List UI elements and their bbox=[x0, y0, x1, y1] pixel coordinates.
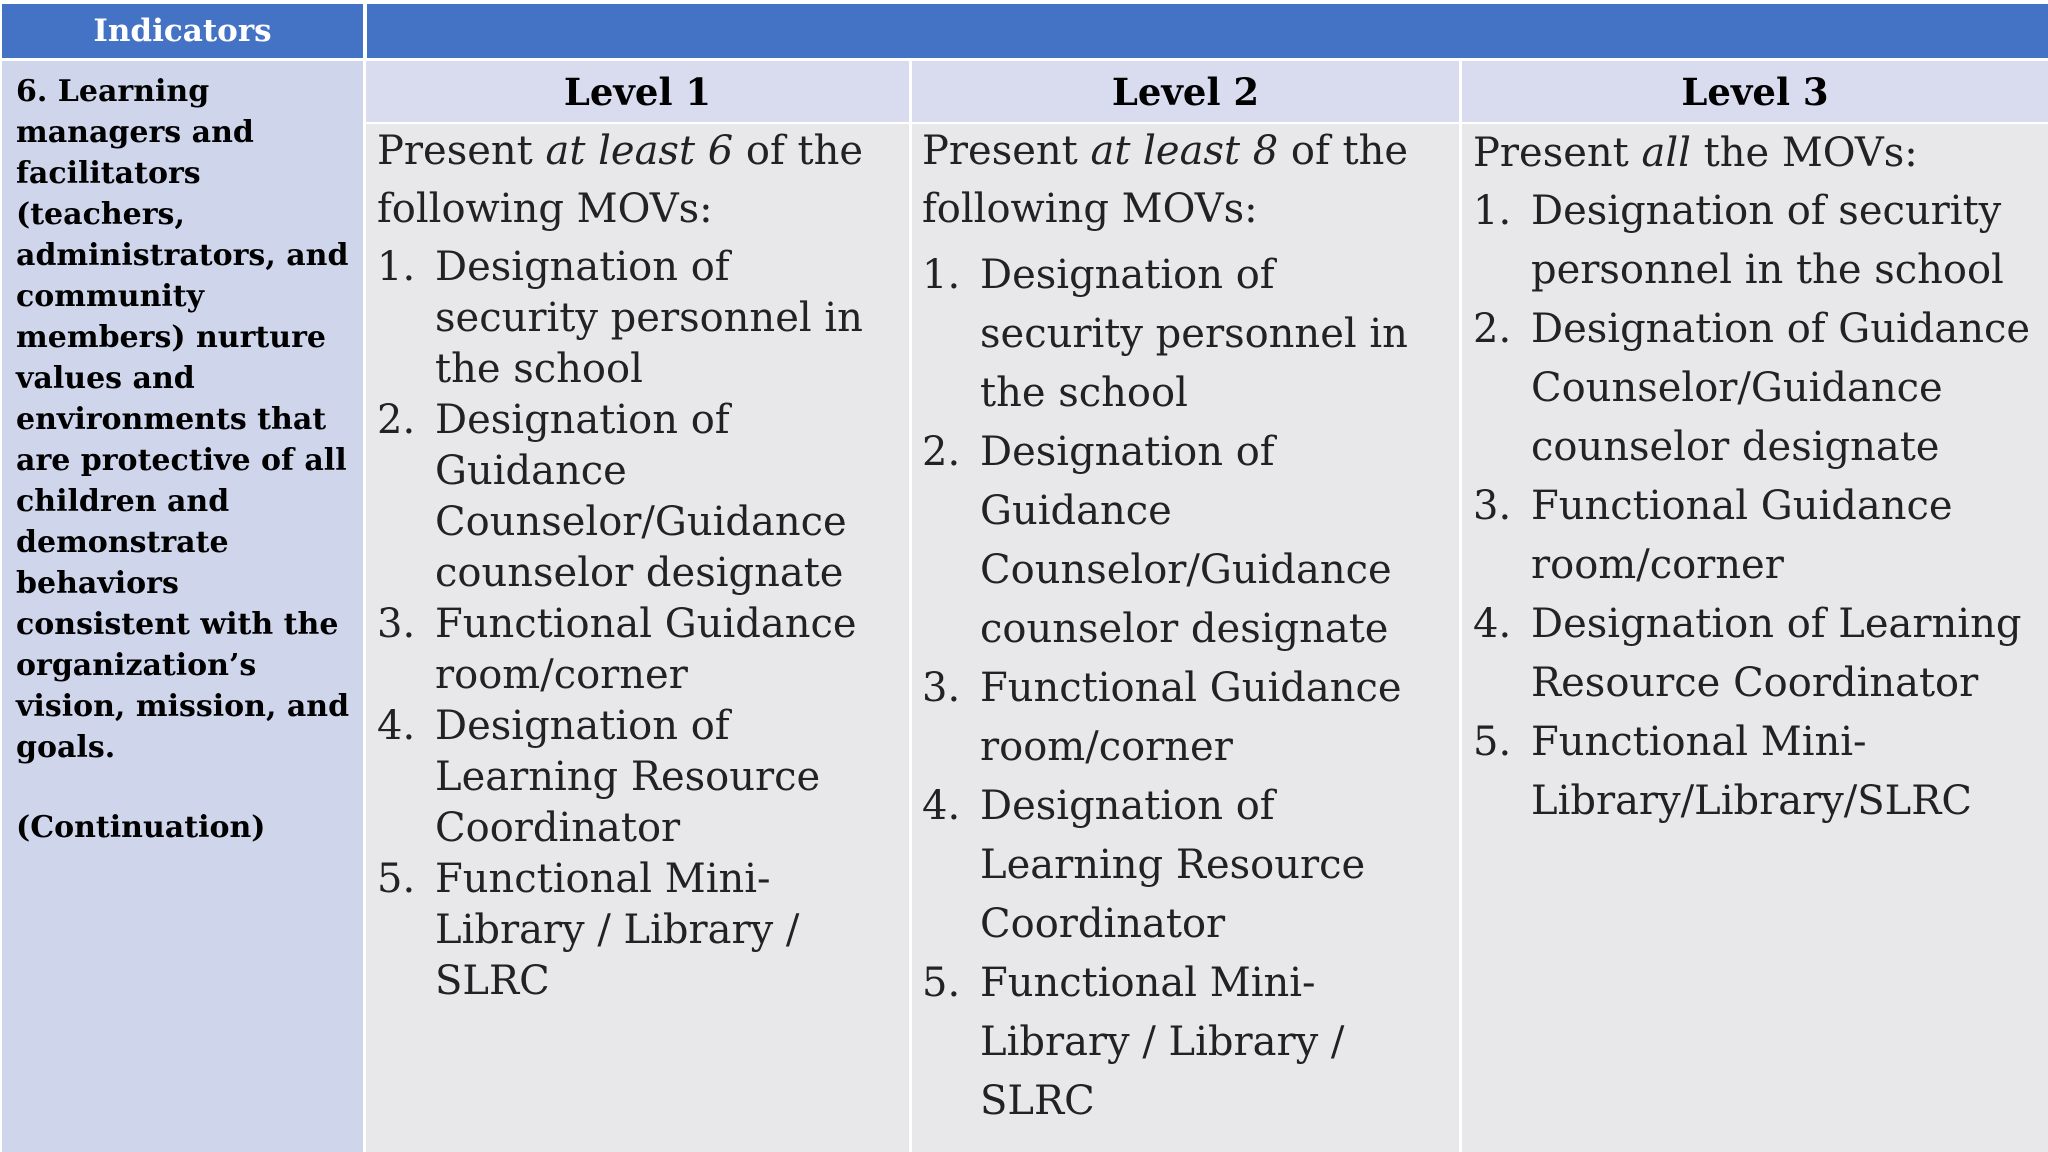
list-item bbox=[377, 599, 897, 701]
list-item bbox=[377, 242, 897, 395]
level-3-mov-list bbox=[1473, 182, 2048, 831]
list-item bbox=[922, 659, 1442, 777]
list-item bbox=[377, 395, 897, 599]
continuation-label: (Continuation) bbox=[16, 810, 266, 845]
list-item-number: 2. bbox=[377, 397, 416, 443]
level-2-intro-emphasis: at least 8 bbox=[1090, 128, 1279, 174]
list-item-text: Functional Mini-Library / Library / SLRC bbox=[980, 960, 1345, 1124]
level-3-intro-start: Present bbox=[1473, 130, 1642, 176]
list-item-text: Designation of Learning Resource Coordinator bbox=[1531, 601, 2022, 706]
list-item-number: 2. bbox=[922, 429, 961, 475]
level-1-intro bbox=[377, 122, 897, 238]
level-2-mov-list bbox=[922, 246, 1442, 1131]
list-item-text: Designation of security personnel in the school bbox=[980, 252, 1408, 416]
list-item-number: 1. bbox=[1473, 188, 1512, 234]
list-item bbox=[922, 954, 1442, 1131]
list-item-text: Designation of Learning Resource Coordinator bbox=[980, 783, 1366, 947]
list-item-text: Designation of Guidance Counselor/Guidance counselor designate bbox=[980, 429, 1392, 652]
list-item-number: 3. bbox=[377, 601, 416, 647]
list-item bbox=[922, 246, 1442, 423]
list-item-text: Designation of security personnel in the school bbox=[435, 244, 863, 392]
list-item-number: 5. bbox=[377, 856, 416, 902]
list-item-number: 1. bbox=[922, 252, 961, 298]
list-item bbox=[377, 854, 897, 1007]
list-item bbox=[1473, 477, 2048, 595]
level-2-intro-start: Present bbox=[922, 128, 1091, 174]
level-1-mov-list bbox=[377, 242, 897, 1007]
list-item-text: Functional Mini-Library/Library/SLRC bbox=[1531, 719, 1972, 824]
indicator-text: 6. Learning managers and facilitators (teachers, administrators, and community members) nurture values and environments that are protective of all children and demonstrate behaviors consistent with the organization’s vision, mission, and goals. bbox=[16, 74, 350, 765]
level-3-header: Level 3 bbox=[1462, 61, 2048, 122]
level-2-header: Level 2 bbox=[912, 61, 1459, 122]
level-3-intro-emphasis: all bbox=[1641, 130, 1691, 176]
level-3-intro-end: the MOVs: bbox=[1690, 130, 1918, 176]
list-item-text: Designation of security personnel in the school bbox=[1531, 188, 2004, 293]
level-2-intro-end: of the following MOVs: bbox=[922, 128, 1409, 232]
list-item-number: 5. bbox=[1473, 719, 1512, 765]
list-item bbox=[1473, 595, 2048, 713]
list-item-text: Designation of Guidance Counselor/Guidance counselor designate bbox=[435, 397, 847, 596]
list-item-number: 3. bbox=[922, 665, 961, 711]
list-item-number: 2. bbox=[1473, 306, 1512, 352]
list-item-number: 4. bbox=[922, 783, 961, 829]
list-item-text: Functional Mini-Library / Library / SLRC bbox=[435, 856, 800, 1004]
level-2-intro bbox=[922, 122, 1442, 238]
indicators-header-label: Indicators bbox=[93, 13, 272, 49]
indicators-header bbox=[2, 4, 363, 58]
level-1-intro-start: Present bbox=[377, 128, 546, 174]
list-item-number: 4. bbox=[377, 703, 416, 749]
list-item bbox=[922, 777, 1442, 954]
level-1-intro-end: of the following MOVs: bbox=[377, 128, 864, 232]
list-item bbox=[1473, 182, 2048, 300]
list-item bbox=[1473, 713, 2048, 831]
list-item-text: Designation of Guidance Counselor/Guidance counselor designate bbox=[1531, 306, 2031, 470]
level-3-intro bbox=[1473, 124, 2043, 182]
list-item-text: Designation of Learning Resource Coordinator bbox=[435, 703, 821, 851]
list-item-number: 5. bbox=[922, 960, 961, 1006]
list-item-text: Functional Guidance room/corner bbox=[1531, 483, 1953, 588]
list-item bbox=[377, 701, 897, 854]
header-bar bbox=[367, 4, 2048, 58]
level-1-intro-emphasis: at least 6 bbox=[545, 128, 734, 174]
list-item-number: 4. bbox=[1473, 601, 1512, 647]
level-1-header: Level 1 bbox=[366, 61, 909, 122]
list-item-text: Functional Guidance room/corner bbox=[980, 665, 1402, 770]
indicator-cell bbox=[2, 61, 363, 1152]
list-item-text: Functional Guidance room/corner bbox=[435, 601, 857, 698]
list-item bbox=[922, 423, 1442, 659]
list-item-number: 3. bbox=[1473, 483, 1512, 529]
list-item bbox=[1473, 300, 2048, 477]
list-item-number: 1. bbox=[377, 244, 416, 290]
